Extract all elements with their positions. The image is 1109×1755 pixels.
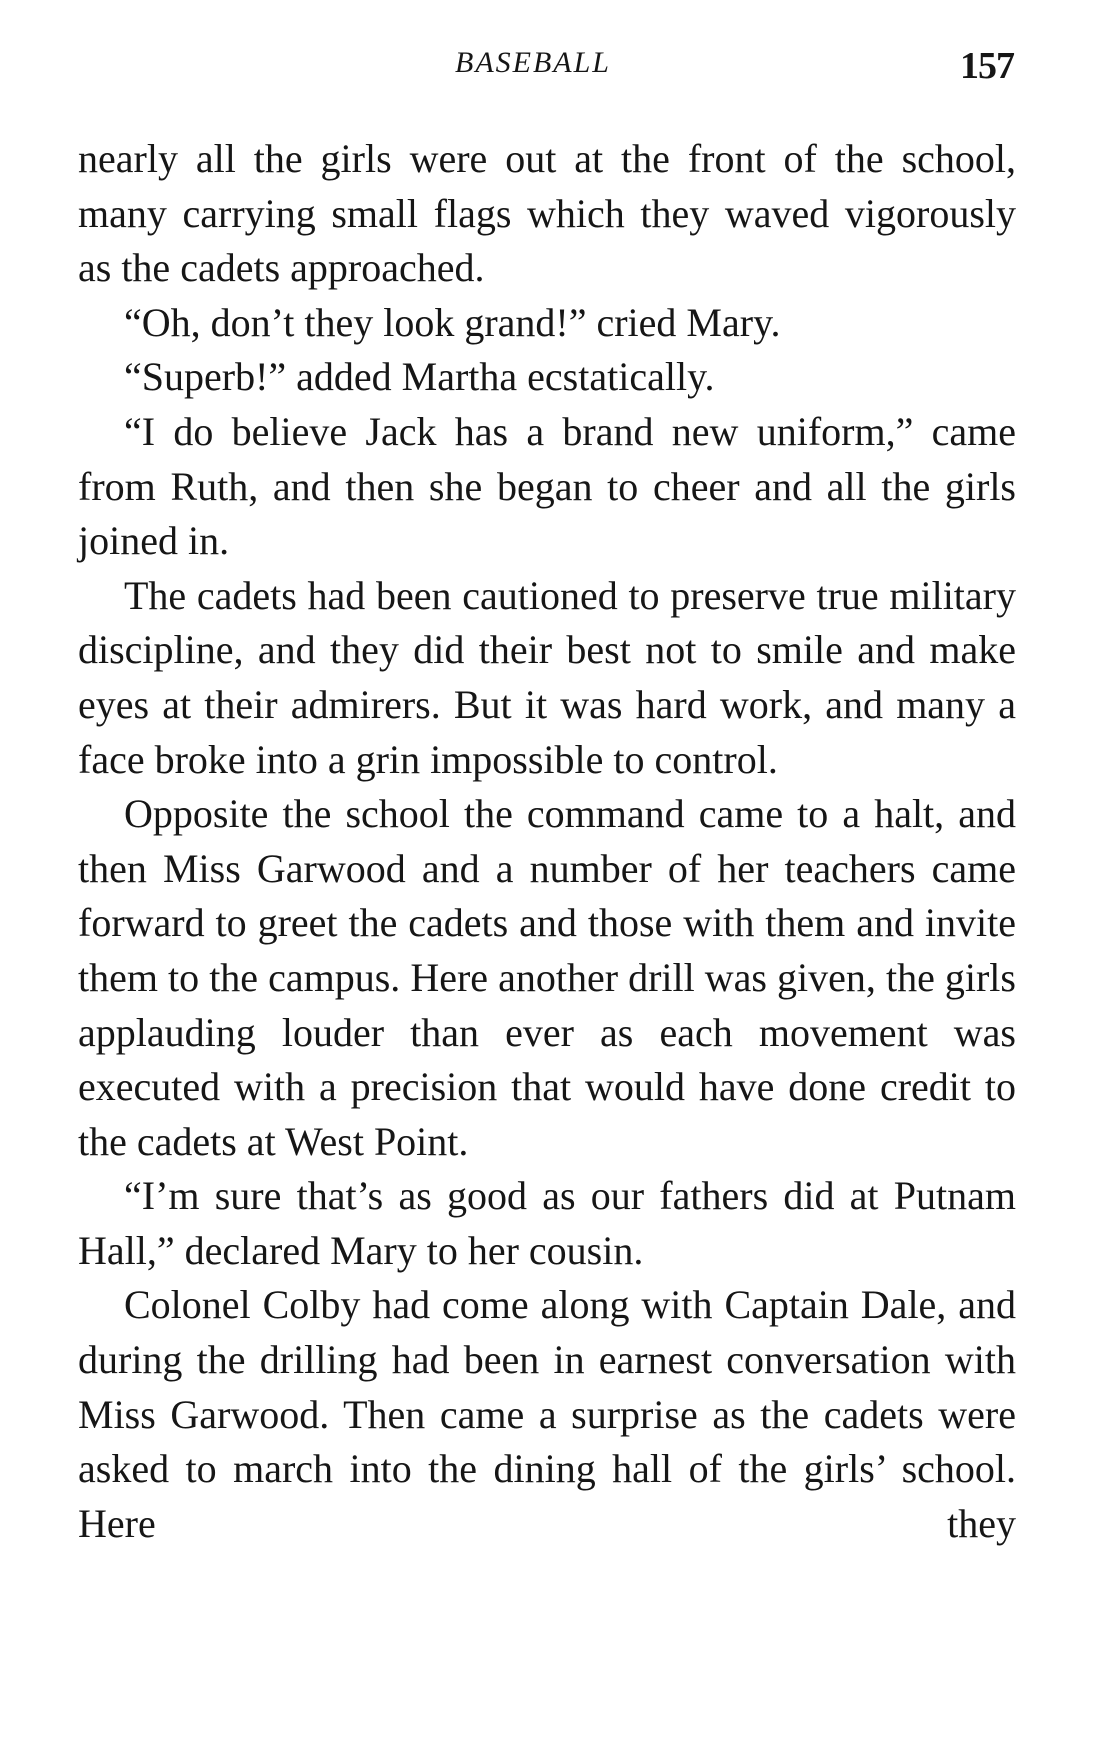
running-title: BASEBALL xyxy=(455,46,611,79)
page-number: 157 xyxy=(960,45,1014,87)
body-text xyxy=(78,132,1016,1551)
paragraph: “Superb!” added Martha ecstatically. xyxy=(124,354,715,400)
running-head xyxy=(0,42,1109,92)
paragraph-continued: nearly all the girls were out at the front of the school, many carrying small flags which they waved vigorously as the cadets approached. xyxy=(78,136,1016,291)
paragraph: Colonel Colby had come along with Captain Dale, and during the drilling had been in earnest conversation with Miss Garwood. Then came a surprise as the cadets were asked to march into the dining hall of the girls’ school. Here they xyxy=(78,1282,1016,1546)
paragraph: “I do believe Jack has a brand new uniform,” came from Ruth, and then she began to cheer and all the girls joined in. xyxy=(78,408,1016,564)
paragraph: “Oh, don’t they look grand!” cried Mary. xyxy=(124,299,781,345)
paragraph: Opposite the school the command came to a halt, and then Miss Garwood and a number of her teachers came forward to greet the cadets and those with them and invite them to the campus. Here another drill was given, the girls applauding louder than ever as each movement was executed with a precision that would have done credit to the cadets at West Point. xyxy=(78,791,1016,1164)
paragraph: “I’m sure that’s as good as our fathers did at Putnam Hall,” declared Mary to her cousin. xyxy=(78,1173,1016,1273)
paragraph: The cadets had been cautioned to preserve true military discipline, and they did their best not to smile and make eyes at their admirers. But it was hard work, and many a face broke into a grin impossible to control. xyxy=(78,572,1016,782)
